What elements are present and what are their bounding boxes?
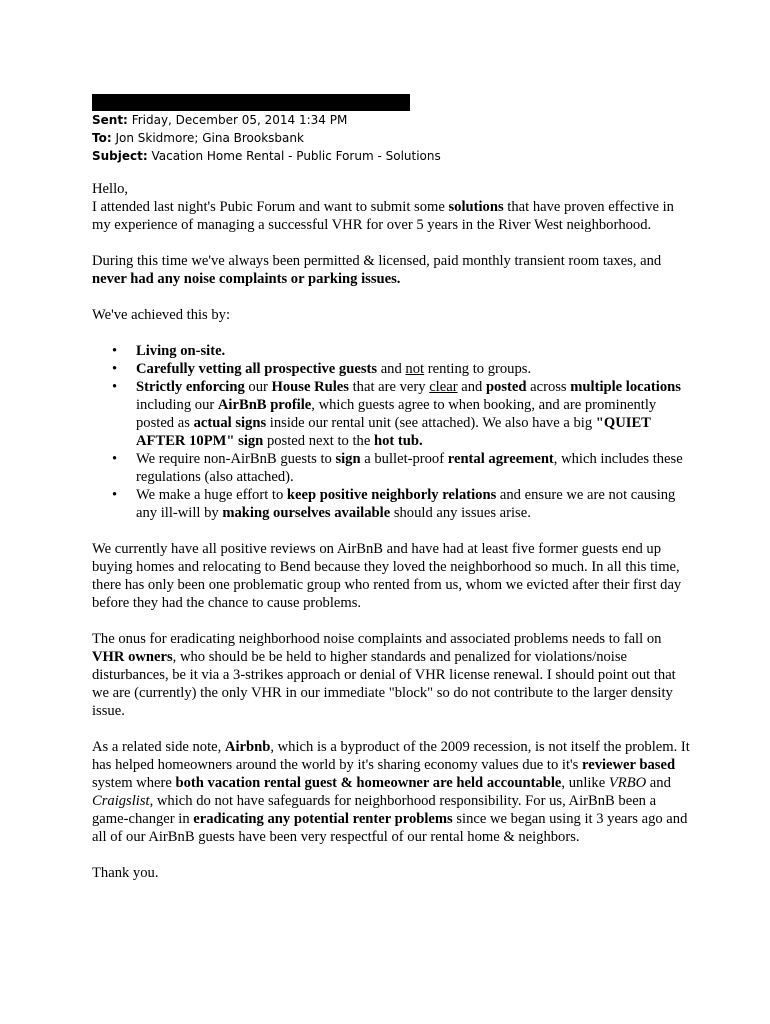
subject-label: Subject: — [92, 149, 148, 163]
text-run-bold: never had any noise complaints or parking issues. — [92, 271, 401, 287]
text-run: inside our rental unit (see attached). We also have a big — [266, 415, 596, 431]
text-run: posted next to the — [263, 433, 374, 449]
closing: Thank you. — [92, 865, 159, 881]
text-run-underline: not — [405, 361, 425, 377]
text-run: that are very — [348, 379, 430, 395]
bullet-icon: • — [112, 487, 118, 503]
text-run: , which is a byproduct of the 2009 recession, is not itself the problem. It has helped homeowners around the world by it's sharing economy values due to it's — [92, 739, 690, 773]
text-run-bold: VHR owners — [92, 649, 173, 665]
text-run: , unlike — [561, 775, 609, 791]
text-run-bold: hot tub. — [373, 433, 423, 449]
list-item — [112, 486, 692, 522]
text-run-bold: actual signs — [193, 415, 267, 431]
paragraph-airbnb — [92, 738, 692, 846]
text-run-bold: posted — [485, 379, 527, 395]
sent-line — [92, 111, 441, 129]
paragraph-onus — [92, 630, 692, 720]
bullet-icon: • — [112, 379, 118, 395]
solutions-list — [92, 342, 692, 522]
text-run: The onus for eradicating neighborhood noise complaints and associated problems needs to fall on — [92, 631, 662, 647]
text-run: I attended last night's Pubic Forum and want to submit some — [92, 199, 449, 215]
list-item — [112, 378, 692, 450]
text-run: We require non-AirBnB guests to — [136, 451, 336, 467]
text-run-bold: AirBnB profile — [217, 397, 312, 413]
text-run: , who should be be held to higher standards and penalized for violations/noise disturbances, be it via a 3-strikes approach or denial of VHR license renewal. I should point out that we are (currently) the only VHR in our immediate "block" so do not contribute to the larger density issue. — [92, 649, 676, 719]
text-run: , which do not have safeguards for neighborhood responsibility. For us, AirBnB been a game-changer in — [92, 793, 657, 827]
text-run: and — [377, 361, 406, 377]
text-run: should any issues arise. — [390, 505, 531, 521]
text-run-bold: Living on-site. — [136, 343, 226, 359]
text-run: and ensure we are not causing any ill-will by — [136, 487, 676, 521]
text-run: a bullet-proof — [360, 451, 448, 467]
text-run-bold: sign — [335, 451, 361, 467]
list-item — [112, 342, 692, 360]
bullet-icon: • — [112, 343, 118, 359]
text-run: , which guests agree to when booking, and are prominently posted as — [136, 397, 657, 431]
email-body — [92, 180, 692, 900]
text-run-bold: solutions — [448, 199, 504, 215]
subject-line — [92, 147, 441, 165]
text-run: As a related side note, — [92, 739, 225, 755]
text-run-bold: making ourselves available — [222, 505, 391, 521]
bullet-icon: • — [112, 361, 118, 377]
to-value: Jon Skidmore; Gina Brooksbank — [115, 131, 304, 145]
sent-label: Sent: — [92, 113, 128, 127]
text-run: across — [526, 379, 571, 395]
paragraph-licensing — [92, 252, 692, 288]
paragraph-intro — [92, 198, 692, 234]
text-run: renting to groups. — [424, 361, 532, 377]
text-run: our — [244, 379, 272, 395]
redaction-bar — [92, 94, 410, 111]
text-run: system where — [92, 775, 176, 791]
text-run-bold: Strictly enforcing — [136, 379, 245, 395]
text-run: and — [646, 775, 671, 791]
text-run-bold: both vacation rental guest & homeowner are held accountable — [175, 775, 562, 791]
to-label: To: — [92, 131, 112, 145]
text-run: that have proven effective in my experience of managing a successful VHR for over 5 years in the River West neighborhood. — [92, 199, 674, 233]
bullet-icon: • — [112, 451, 118, 467]
text-run-bold: eradicating any potential renter problems — [193, 811, 453, 827]
text-run-bold: House Rules — [271, 379, 349, 395]
text-run: , which includes these regulations (also attached). — [136, 451, 683, 485]
text-run: We make a huge effort to — [136, 487, 287, 503]
text-run: and — [457, 379, 486, 395]
email-header — [92, 111, 441, 165]
text-run: including our — [136, 397, 218, 413]
text-run-bold: keep positive neighborly relations — [286, 487, 497, 503]
text-run: since we began using it 3 years ago and all of our AirBnB guests have been very respectful of our rental home & neighbors. — [92, 811, 688, 845]
text-run-bold: rental agreement — [447, 451, 554, 467]
list-item — [112, 360, 692, 378]
list-item — [112, 450, 692, 486]
to-line — [92, 129, 441, 147]
greeting: Hello, — [92, 181, 129, 197]
text-run-bold: multiple locations — [570, 379, 681, 395]
text-run-bold: reviewer based — [582, 757, 676, 773]
text-run-bold: Carefully vetting all prospective guests — [136, 361, 378, 377]
paragraph-reviews: We currently have all positive reviews on AirBnB and have had at least five former guests end up buying homes and relocating to Bend because they loved the neighborhood so much. In all this time, there has only been one problematic group who rented from us, whom we evicted after their first day before they had the chance to cause problems. — [92, 541, 682, 611]
paragraph-achieved: We've achieved this by: — [92, 307, 231, 323]
text-run-underline: clear — [429, 379, 458, 395]
text-run-italic: VRBO — [608, 775, 647, 791]
sent-value: Friday, December 05, 2014 1:34 PM — [131, 113, 348, 127]
text-run-bold: Airbnb — [224, 739, 271, 755]
text-run-italic: Craigslist — [92, 793, 150, 809]
text-run: During this time we've always been permitted & licensed, paid monthly transient room taxes, and — [92, 253, 662, 269]
text-run-bold: "QUIET AFTER 10PM" sign — [136, 415, 651, 449]
subject-value: Vacation Home Rental - Public Forum - Solutions — [151, 149, 441, 163]
